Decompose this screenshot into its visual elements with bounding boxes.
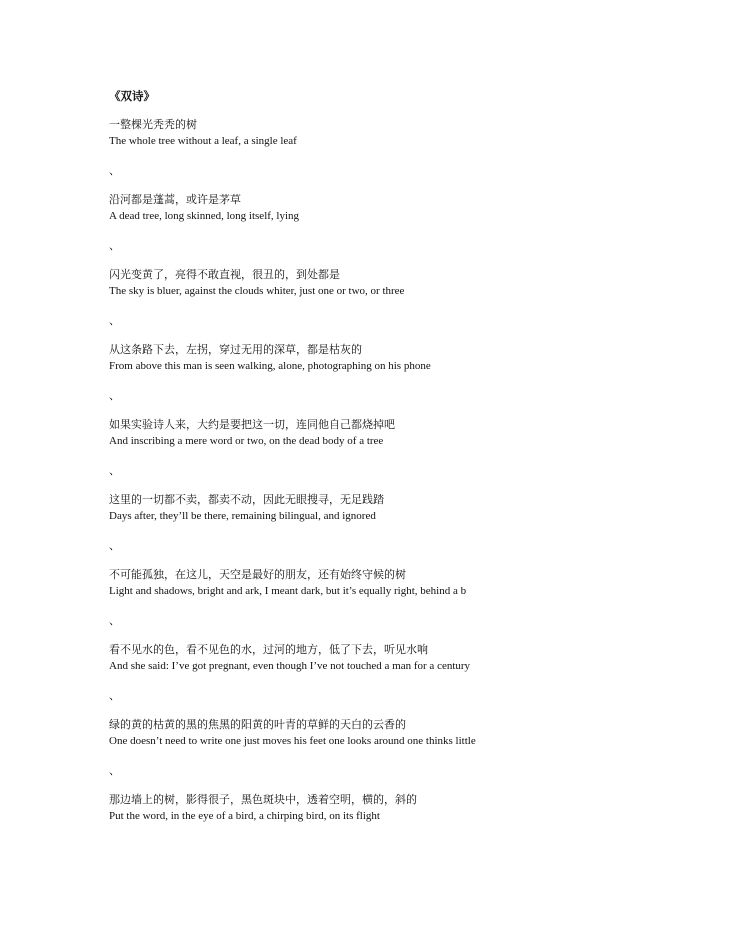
chinese-line: 沿河都是蓬蒿，或许是茅草 [109, 193, 241, 206]
stanza-separator: 、 [109, 689, 120, 702]
english-line: And she said: I’ve got pregnant, even though I’ve not touched a man for a century [109, 660, 471, 672]
chinese-line: 不可能孤独，在这儿，天空是最好的朋友，还有始终守候的树 [109, 568, 406, 581]
stanza [109, 492, 709, 567]
chinese-line: 这里的一切都不卖，都卖不动，因此无眼搜寻，无足践踏 [109, 493, 384, 506]
chinese-line: 一整棵光秃秃的树 [109, 118, 197, 131]
stanza [109, 417, 709, 492]
stanza-separator: 、 [109, 314, 120, 327]
stanza [109, 267, 709, 342]
stanza-separator: 、 [109, 239, 120, 252]
chinese-line: 如果实验诗人来，大约是要把这一切，连同他自己都烧掉吧 [109, 418, 395, 431]
chinese-line: 那边墙上的树，影得很子，黑色斑块中，透着空明，横的，斜的 [109, 793, 417, 806]
english-line: Put the word, in the eye of a bird, a chirping bird, on its flight [109, 810, 380, 822]
poem-title: 《双诗》 [109, 89, 155, 103]
english-line: Light and shadows, bright and ark, I meant dark, but it’s equally right, behind a b [109, 585, 467, 597]
stanza [109, 792, 709, 867]
chinese-line: 看不见水的色，看不见色的水，过河的地方，低了下去，听见水响 [109, 643, 428, 656]
stanza [109, 117, 709, 192]
document-page [109, 88, 709, 867]
stanza-separator: 、 [109, 539, 120, 552]
english-line: And inscribing a mere word or two, on the dead body of a tree [109, 435, 384, 447]
chinese-line: 从这条路下去，左拐，穿过无用的深草，都是枯灰的 [109, 343, 362, 356]
stanza-separator: 、 [109, 164, 120, 177]
stanza-separator: 、 [109, 764, 120, 777]
english-line: A dead tree, long skinned, long itself, lying [109, 210, 300, 222]
english-line: Days after, they’ll be there, remaining bilingual, and ignored [109, 510, 376, 522]
english-line: From above this man is seen walking, alone, photographing on his phone [109, 360, 431, 372]
stanza-separator: 、 [109, 464, 120, 477]
stanza-separator: 、 [109, 389, 120, 402]
english-line: The sky is bluer, against the clouds whiter, just one or two, or three [109, 285, 405, 297]
stanza [109, 717, 709, 792]
stanza-separator: 、 [109, 614, 120, 627]
chinese-line: 闪光变黄了，亮得不敢直视，很丑的，到处都是 [109, 268, 340, 281]
chinese-line: 绿的黄的枯黄的黑的焦黑的阳黄的叶青的草鲜的天白的云香的 [109, 718, 406, 731]
english-line: One doesn’t need to write one just moves his feet one looks around one thinks little [109, 735, 476, 747]
stanza [109, 342, 709, 417]
stanza [109, 192, 709, 267]
stanza [109, 567, 709, 642]
stanza [109, 642, 709, 717]
english-line: The whole tree without a leaf, a single leaf [109, 135, 297, 147]
